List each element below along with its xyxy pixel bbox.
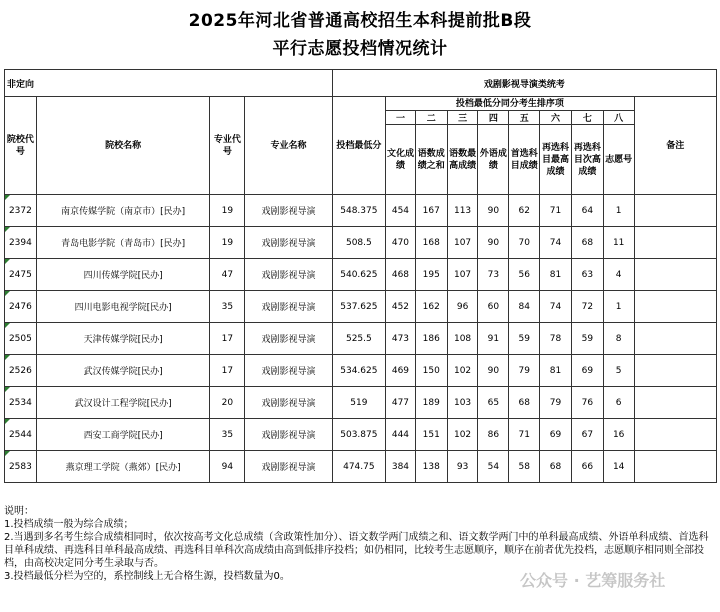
cell-tie-1: 384 (386, 451, 416, 483)
cell-tie-7: 66 (571, 451, 603, 483)
header-idx-7: 七 (571, 111, 603, 125)
cell-major-name: 戏剧影视导演 (245, 419, 332, 451)
header-sub-5: 首选科目成绩 (509, 125, 540, 195)
section-row (5, 70, 717, 97)
cell-tie-6: 71 (540, 195, 572, 227)
cell-code: 2372 (5, 195, 37, 227)
cell-tie-6: 79 (540, 387, 572, 419)
cell-major-code: 17 (210, 323, 245, 355)
header-sub-4: 外语成绩 (478, 125, 509, 195)
header-min-score: 投档最低分 (332, 97, 385, 195)
cell-remark (634, 323, 716, 355)
table-row (5, 387, 717, 419)
cell-min-score: 474.75 (332, 451, 385, 483)
cell-tie-6: 68 (540, 451, 572, 483)
cell-tie-5: 56 (509, 259, 540, 291)
cell-tie-2: 186 (415, 323, 447, 355)
cell-tie-8: 1 (603, 291, 634, 323)
cell-code: 2583 (5, 451, 37, 483)
cell-remark (634, 227, 716, 259)
cell-tie-5: 62 (509, 195, 540, 227)
cell-name: 南京传媒学院（南京市）[民办] (36, 195, 210, 227)
cell-tie-4: 90 (478, 355, 509, 387)
cell-tie-5: 68 (509, 387, 540, 419)
cell-major-name: 戏剧影视导演 (245, 387, 332, 419)
cell-tie-8: 11 (603, 227, 634, 259)
table-row (5, 323, 717, 355)
header-idx-1: 一 (386, 111, 416, 125)
cell-tie-2: 138 (415, 451, 447, 483)
cell-tie-1: 444 (386, 419, 416, 451)
cell-remark (634, 387, 716, 419)
note-line: 说明： (4, 506, 34, 517)
cell-tie-7: 67 (571, 419, 603, 451)
cell-min-score: 540.625 (332, 259, 385, 291)
header-sub-8: 志愿号 (603, 125, 634, 195)
cell-tie-8: 16 (603, 419, 634, 451)
cell-tie-1: 469 (386, 355, 416, 387)
cell-remark (634, 195, 716, 227)
cell-major-name: 戏剧影视导演 (245, 355, 332, 387)
page-title: 2025年河北省普通高校招生本科提前批B段 (188, 11, 532, 31)
cell-major-code: 19 (210, 227, 245, 259)
cell-tie-2: 162 (415, 291, 447, 323)
cell-tie-2: 167 (415, 195, 447, 227)
cell-tie-4: 60 (478, 291, 509, 323)
cell-tie-6: 74 (540, 227, 572, 259)
header-sub-7: 再选科目次高成绩 (571, 125, 603, 195)
cell-tie-5: 58 (509, 451, 540, 483)
cell-major-name: 戏剧影视导演 (245, 259, 332, 291)
cell-major-code: 20 (210, 387, 245, 419)
cell-tie-4: 90 (478, 195, 509, 227)
cell-code: 2544 (5, 419, 37, 451)
header-major-code: 专业代号 (210, 97, 245, 195)
cell-code: 2394 (5, 227, 37, 259)
cell-min-score: 525.5 (332, 323, 385, 355)
cell-name: 青岛电影学院（青岛市）[民办] (36, 227, 210, 259)
header-sub-6: 再选科目最高成绩 (540, 125, 572, 195)
table-row (5, 419, 717, 451)
cell-tie-7: 64 (571, 195, 603, 227)
cell-name: 天津传媒学院[民办] (36, 323, 210, 355)
cell-tie-7: 59 (571, 323, 603, 355)
cell-name: 西安工商学院[民办] (36, 419, 210, 451)
cell-tie-2: 150 (415, 355, 447, 387)
table-row (5, 291, 717, 323)
table-row (5, 259, 717, 291)
cell-tie-4: 86 (478, 419, 509, 451)
cell-major-code: 35 (210, 419, 245, 451)
header-sub-2: 语数成绩之和 (415, 125, 447, 195)
cell-major-name: 戏剧影视导演 (245, 291, 332, 323)
cell-tie-1: 454 (386, 195, 416, 227)
cell-tie-8: 8 (603, 323, 634, 355)
cell-tie-8: 1 (603, 195, 634, 227)
cell-tie-4: 65 (478, 387, 509, 419)
cell-tie-7: 72 (571, 291, 603, 323)
cell-tie-3: 107 (447, 259, 478, 291)
header-idx-6: 六 (540, 111, 572, 125)
cell-remark (634, 451, 716, 483)
header-remark: 备注 (634, 97, 716, 195)
section-right: 戏剧影视导演类统考 (332, 70, 716, 97)
cell-tie-3: 107 (447, 227, 478, 259)
cell-tie-6: 78 (540, 323, 572, 355)
cell-tie-7: 63 (571, 259, 603, 291)
table-row (5, 195, 717, 227)
cell-tie-6: 74 (540, 291, 572, 323)
note-line: 2.当遇到多名考生综合成绩相同时，依次按高考文化总成绩（含政策性加分）、语文数学两门成绩之和、语文数学两门中的单科最高成绩、外语单科成绩、首选科目单科成绩、再选科目单科最高成绩、再选科目单科次高成绩由高到低排序投档；如仍相同，比较考生志愿顺序，顺序在前者优先投档，志愿顺序相同则全部投档，由高校决定同分考生录取与否。 (4, 532, 709, 569)
cell-min-score: 508.5 (332, 227, 385, 259)
cell-tie-4: 73 (478, 259, 509, 291)
cell-tie-6: 81 (540, 259, 572, 291)
cell-tie-1: 470 (386, 227, 416, 259)
cell-name: 武汉设计工程学院[民办] (36, 387, 210, 419)
cell-code: 2476 (5, 291, 37, 323)
header-tie-group: 投档最低分同分考生排序项 (386, 97, 635, 111)
note-line: 1.投档成绩一般为综合成绩； (4, 519, 134, 530)
cell-name: 四川电影电视学院[民办] (36, 291, 210, 323)
cell-tie-8: 5 (603, 355, 634, 387)
cell-tie-7: 76 (571, 387, 603, 419)
cell-tie-5: 79 (509, 355, 540, 387)
header-idx-3: 三 (447, 111, 478, 125)
table-row (5, 355, 717, 387)
note-line: 3.投档最低分栏为空的，系控制线上无合格生源，投档数量为0。 (4, 571, 290, 582)
cell-remark (634, 419, 716, 451)
cell-tie-3: 102 (447, 355, 478, 387)
header-idx-4: 四 (478, 111, 509, 125)
cell-tie-1: 473 (386, 323, 416, 355)
cell-major-name: 戏剧影视导演 (245, 451, 332, 483)
cell-tie-3: 96 (447, 291, 478, 323)
cell-tie-8: 14 (603, 451, 634, 483)
cell-tie-8: 6 (603, 387, 634, 419)
cell-name: 四川传媒学院[民办] (36, 259, 210, 291)
cell-major-code: 19 (210, 195, 245, 227)
cell-major-code: 17 (210, 355, 245, 387)
cell-tie-3: 108 (447, 323, 478, 355)
header-idx-2: 二 (415, 111, 447, 125)
table-row (5, 227, 717, 259)
header-code: 院校代号 (5, 97, 37, 195)
cell-major-code: 94 (210, 451, 245, 483)
admission-table (4, 69, 717, 483)
cell-tie-4: 91 (478, 323, 509, 355)
cell-tie-3: 103 (447, 387, 478, 419)
cell-min-score: 503.875 (332, 419, 385, 451)
cell-name: 武汉传媒学院[民办] (36, 355, 210, 387)
header-idx-5: 五 (509, 111, 540, 125)
cell-remark (634, 355, 716, 387)
header-idx-8: 八 (603, 111, 634, 125)
cell-tie-2: 168 (415, 227, 447, 259)
header-major-name: 专业名称 (245, 97, 332, 195)
cell-tie-7: 68 (571, 227, 603, 259)
cell-tie-8: 4 (603, 259, 634, 291)
cell-major-name: 戏剧影视导演 (245, 323, 332, 355)
cell-remark (634, 259, 716, 291)
cell-code: 2534 (5, 387, 37, 419)
cell-tie-2: 151 (415, 419, 447, 451)
cell-tie-5: 84 (509, 291, 540, 323)
header-sub-3: 语数最高成绩 (447, 125, 478, 195)
cell-tie-3: 93 (447, 451, 478, 483)
cell-code: 2505 (5, 323, 37, 355)
cell-major-code: 35 (210, 291, 245, 323)
cell-min-score: 519 (332, 387, 385, 419)
cell-major-name: 戏剧影视导演 (245, 227, 332, 259)
table-row (5, 451, 717, 483)
cell-major-code: 47 (210, 259, 245, 291)
cell-tie-5: 71 (509, 419, 540, 451)
cell-tie-4: 54 (478, 451, 509, 483)
cell-code: 2526 (5, 355, 37, 387)
cell-tie-2: 195 (415, 259, 447, 291)
cell-tie-7: 69 (571, 355, 603, 387)
cell-tie-2: 189 (415, 387, 447, 419)
cell-tie-5: 59 (509, 323, 540, 355)
cell-tie-1: 452 (386, 291, 416, 323)
cell-min-score: 534.625 (332, 355, 385, 387)
cell-tie-6: 69 (540, 419, 572, 451)
page-subtitle: 平行志愿投档情况统计 (272, 39, 448, 59)
cell-min-score: 548.375 (332, 195, 385, 227)
cell-tie-1: 477 (386, 387, 416, 419)
cell-tie-1: 468 (386, 259, 416, 291)
watermark: 公众号 · 艺筹服务社 (520, 571, 666, 590)
cell-name: 燕京理工学院（燕郊）[民办] (36, 451, 210, 483)
cell-tie-3: 113 (447, 195, 478, 227)
section-left: 非定向 (5, 70, 333, 97)
cell-min-score: 537.625 (332, 291, 385, 323)
header-sub-1: 文化成绩 (386, 125, 416, 195)
cell-major-name: 戏剧影视导演 (245, 195, 332, 227)
cell-tie-6: 81 (540, 355, 572, 387)
header-name: 院校名称 (36, 97, 210, 195)
cell-remark (634, 291, 716, 323)
cell-tie-4: 90 (478, 227, 509, 259)
cell-tie-5: 70 (509, 227, 540, 259)
cell-code: 2475 (5, 259, 37, 291)
cell-tie-3: 102 (447, 419, 478, 451)
